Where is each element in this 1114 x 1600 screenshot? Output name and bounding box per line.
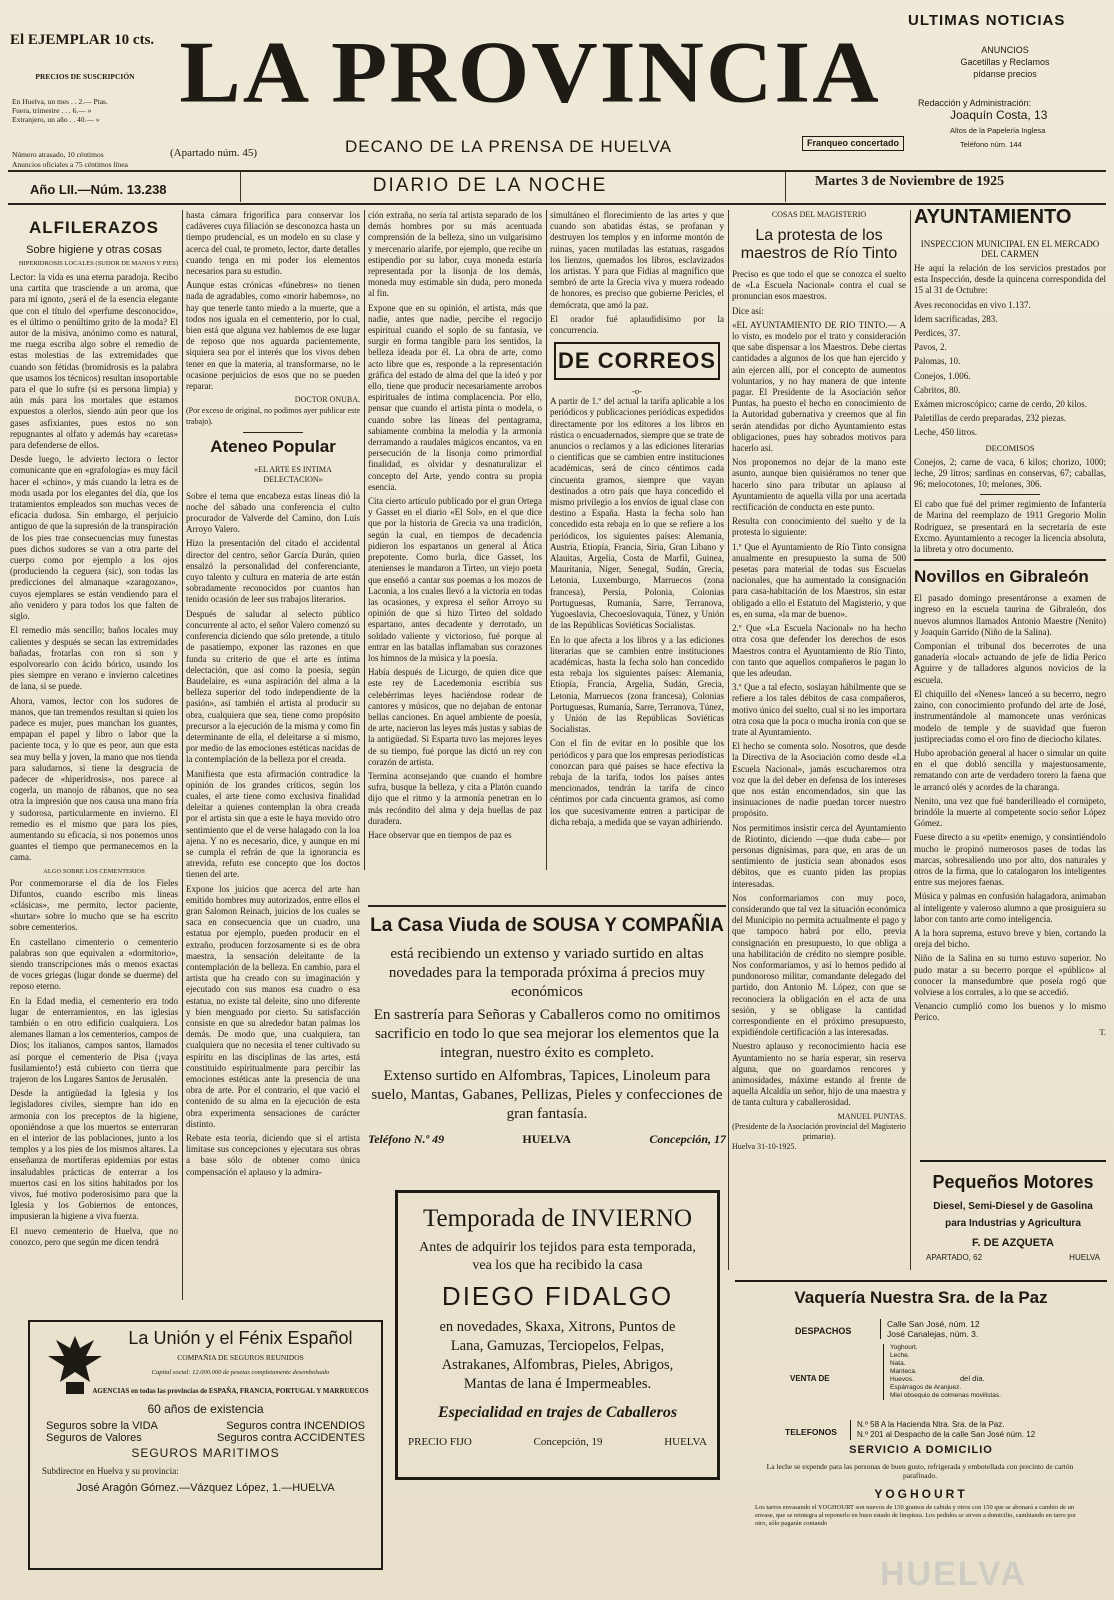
paragraph: Desde luego, le advierto lectora o lector comunicante que en «grafología» es muy fácil hacer el «chino», y más cuando la letra es de moda usada por los elegantes del día, que los tratamientos empleados son muchas veces de eficacia dudosa. Sin embargo, el perjuicio antiguo de que la supresión de la transpiración de los pies trae consecuencias muy funestas pues dichos sudores se van a otra parte del cuerpo como por ejemplo a los ojos (produciendo la ceguera (sic), son todas las predicciones del almanaque «zaragozano», cuyos ejemplares se están vendiendo para el año venidero y para todos los que falten de siglo.	[10, 454, 178, 622]
paragraph: El remedio más sencillo; baños locales muy calientes y después se secan las extremidades bañadas, frotarlas con ron si son y espolvorearlo con ácido bórico, usando los pies siempre en verano e invierno calcetines de lana, si se puede.	[10, 625, 178, 692]
newspaper-title: LA PROVINCIA	[179, 23, 881, 121]
anuncios-right	[905, 44, 1105, 80]
paragraph: Rebate esta teoría, diciendo que si el artista limitase sus concepciones y ejecutara sus obras a base sólo de obtener como única compensación el aplauso y la admira-	[186, 1133, 360, 1177]
venta-item: Huevos.	[890, 1376, 914, 1383]
union-row-item: Seguros contra ACCIDENTES	[217, 1432, 365, 1444]
franqueo-badge: Franqueo concertado	[802, 136, 904, 151]
anuncios-right-line: pídanse precios	[973, 69, 1037, 79]
paragraph: Había después de Licurgo, de quien dice que este rey de Lacedemonia escribía sus celebérrimas leyes haciéndose rodear de cantores y músicos, que no dejaban de entonar bellas canciones. En aquel ambiente de poesía, de arte, nacieron las leyes más justas y sabias de la antigüedad. Si Esparta tuvo las mejores leyes de su tiempo, fué porque las dictó un rey con corazón de artista.	[368, 667, 542, 767]
alfilerazos-title: ALFILERAZOS	[29, 218, 159, 237]
anuncios-right-line: Gacetillas y Reclamos	[960, 57, 1050, 67]
correos-heading-box	[554, 342, 720, 380]
sousa-line: Extenso surtido en Alfombras, Tapices, Linoleum para suelo, Mantas, Gabanes, Pellizas, Pieles y confecciones de gran fantasía.	[371, 1068, 723, 1122]
paragraph: Expone que en su opinión, el artista, más que nadie, antes que nadie, percibe el regocijo espiritual cuando el soplo de su fantasía, ve surgir en forma tangible para los sentidos, la belleza ideada por él. La obra de arte, como acto libre que es, responde a la representación gráfica del estado de alma del que la ideó y por ello, tiene que producir necesariamente arrobos espirituales de íntima complacencia. Por ello, pensar que cuando el artista pinta o modela, o cuando sobre las líneas del pentagrama, sabiamente combina la melodía y la armonía derramando a raudales mágicos encantos, va en persecución de la lisonja como primordial finalidad, es olvidar y desnaturalizar el concepto del Arte, yendo contra su propia esencia.	[368, 302, 542, 492]
masthead-divider	[785, 172, 786, 202]
paragraph: Ahora, vamos, lector con los sudores de manos, que tan tremendos resultan si quien los padece es mujer, pues manchan los guantes, empapan el papel y libro o labor que la paciente toca, y lo que es peor, aun que esta sea muy bella y joven, la mano que nos tienda para saludarnos, si tiene la desgracia de padecer de «hiperidrosis», nos parece al cogerla, un manojo de rábanos, que no sea otra la impresión que nos causa una mano fría y sudorosa, particularmente en invierno. El remedio es el mismo que para los pies, aumentando su eficacia, si nos ponemos unos guantes el tiempo que permanecemos en la cama.	[10, 695, 178, 863]
signature-role: (Presidente de la Asociación provincial del Magisterio primario).	[732, 1121, 906, 1141]
altos-papeleria: Altos de la Papelería Inglesa	[950, 126, 1046, 135]
paragraph: Fuese directo a su «petit» enemigo, y consintiéndolo mucho le propinó numerosos pases de todas las marcas, sobresaliendo uno por alto, dos naturales y otros de la firma, que lo catalogaron los inteligentes entre sus mejores faenas.	[914, 832, 1106, 888]
fidalgo-name: DIEGO FIDALGO	[441, 1281, 674, 1311]
despachos-list	[880, 1319, 980, 1339]
separator	[914, 559, 1106, 561]
motores-footer	[920, 1253, 1106, 1262]
despacho-item: José Canalejas, núm. 3.	[887, 1329, 979, 1339]
despachos-label: DESPACHOS	[795, 1326, 852, 1336]
telefono-redaccion: Teléfono núm. 144	[960, 140, 1022, 149]
paragraph: Hizo la presentación del citado el accidental director del centro, señor García Durán, quien ensalzó la personalidad del conferenciante, cuyo talento y cultura en materia de arte están sobradamente reconocidos por cuantos han tenido ocasión de leer sus trabajos literarios.	[186, 538, 360, 605]
paragraph: A la hora suprema, estuvo breve y bien, cortando la oreja del bicho.	[914, 927, 1106, 950]
signature: MANUEL PUNTAS.	[837, 1111, 906, 1121]
ultimas-noticias: ULTIMAS NOTICIAS	[908, 12, 1066, 29]
fidalgo-line: Lana, Gamuzas, Terciopelos, Felpas,	[450, 1338, 665, 1354]
inspection-item: Perdices, 37.	[914, 328, 961, 339]
paragraph: Hubo aprobación general al hacer o simular un quite en el que dobló sencilla y majestuosamente, rematando con arte de verdadero torero la faena que le arrancó olés y acordes de la charanga.	[914, 747, 1106, 792]
column-divider	[546, 210, 547, 870]
suscripcion-line: En Huelva, un mes . . 2.— Ptas.	[12, 97, 108, 106]
redaccion-address: Joaquín Costa, 13	[950, 108, 1048, 122]
venta-item: Leche.	[890, 1352, 910, 1359]
fidalgo-line: en novedades, Skaxa, Xitrons, Puntos de	[439, 1319, 676, 1335]
inspection-item: Paletillas de cerdo preparadas, 232 piezas.	[914, 413, 1067, 424]
ayuntamiento-title: AYUNTAMIENTO	[914, 206, 1072, 228]
inspection-item: Leche, 450 litros.	[914, 427, 977, 438]
novillos-title: Novillos en Gibraleón	[914, 567, 1089, 587]
paragraph: Nuestro aplauso y reconocimiento hacia ese Ayuntamiento no se haría esperar, sin reserva alguna, que no guardamos rencores y animosidades, máxime estando al frente de aquella Alcaldía un señor, hijo de una maestra y de tanta cultura y caballerosidad.	[732, 1041, 906, 1108]
sousa-line: En sastrería para Señoras y Caballeros como no omitimos sacrificio en todo lo que sea mejorar los elementos que la integran, nuestro éxito es completo.	[373, 1007, 721, 1061]
column-divider	[364, 210, 365, 870]
union-row	[46, 1420, 365, 1432]
paragraph: Sobre el tema que encabeza estas líneas dió la noche del sábado una conferencia el culto procurador de Valverde del Camino, don Luis Arroyo Valero.	[186, 490, 360, 535]
watermark: HUELVA	[880, 1555, 1027, 1593]
correos-title: DE CORREOS	[558, 348, 716, 374]
paragraph: Aunque estas crónicas «fúnebres» no tienen nada de agradables, como «morir habemos», no hay que tenerle tanto miedo a la muerte, que a todos nos iguala en el cementerio, por lo cual, bien está que alguna vez hablemos de ese lugar de reposo que nos aguarda pacientemente, siquiera sea por el interés que los vivos deben tener en que la materia, al transformarse, no le ocasione perjuicios de esos que no se pueden reparar.	[186, 280, 360, 392]
paragraph: A partir de 1.º del actual la tarifa aplicable a los periódicos y publicaciones periódicas expedidos directamente por los editores a los libros en rústica o encuadernados, siempre que se trate de anuncios o reclamos y a las ediciones literarias o científicas que se cambien entre instituciones académicas, será de cinco céntimos cada cincuenta gramos, siempre que vayan destinados a otro país que haya concedido el mismo privilegio a los envíos de igual clase con destino a España. Hasta la fecha solo han concedido esta rebaja en lo que se refiere a los periódicos, los siguientes países: Alemania, Austria, Etiopía, Francia, Siria, Gran Líbano y Alauitas, Argelia, Costa de Marfil, Guinea, Mauritania, Níger, Senegal, Sudán, Grecia, Letonia, Luxemburgo, Marruecos (zona francesa), Persia, Polonia, Colonias Portuguesas, Rumanía, Sarre, Terranova, Yugoeslavia, Checoeslovaquia, Túnez, y Unión de las Repúblicas Soviéticas Socialistas.	[550, 396, 724, 631]
sousa-city: HUELVA	[522, 1132, 572, 1146]
despacho-item: Calle San José, núm. 12	[887, 1319, 980, 1329]
alfilerazos-subtitle: Sobre higiene y otras cosas	[26, 244, 162, 256]
paragraph: El cabo que fué del primer regimiento de Infantería de Marina del reemplazo de 1911 Gregorio Molín Rodríguez, se presentará en la secretaría de este Excmo. Ayuntamiento a recoger la licencia absoluta, la libreta y otro documento.	[914, 499, 1106, 555]
union-subdirector: Subdirector en Huelva y su provincia:	[42, 1466, 179, 1476]
paragraph: Niño de la Salina en su turno estuvo superior. No pudo matar a su becerro porque el «público» al conocer la mansedumbre que poseía rogó que volviese a los corrales, a lo que se accedió.	[914, 953, 1106, 997]
correos-sep: -o-	[632, 386, 642, 397]
paragraph: Por conmemorarse el día de los Fieles Difuntos, cuando escribo mis líneas «clásicas», me permito, lector paciente, «hurtar» sobre lo mucho que se ha escrito sobre cementerios.	[10, 877, 178, 933]
union-row-item: Seguros de Valores	[46, 1432, 142, 1444]
paragraph: Cita cierto artículo publicado por el gran Ortega y Gasset en el diario «El Sol», en el que dice que por la historia de Grecia va una tradición, según la cual, en tiempos de decadencia pidieron los espartanos un general al Ática prepotente. Como burla, dice Gasset, los atenienses le mandaron a Tirteo, un viejo poeta que enseñó a cantar sus poemas a los mozos de Laconia, a los cuales llevó a la victoria en todas las ocasiones, y expresa el señor Arroyo su opinión de que si hizo Tirteo del soldado espartano, antes decadente y derrotado, un soldado valiente y victorioso, fué porque al entrar en las batallas inflamaban sus corazones los himnos de la música y la poesía.	[368, 496, 542, 663]
paragraph: El pasado domingo presentáronse a examen de ingreso en la escuela taurina de Gibraleón, dos nuevos alumnos llamados Antonio Maestre (Nenito) y Joaquín Garrido (Niño de la Salina).	[914, 593, 1106, 637]
suscripcion-list	[12, 97, 160, 124]
paragraph: He aquí la relación de los servicios prestados por esta Inspección, desde la quincena correspondida del 15 al 31 de Octubre:	[914, 263, 1106, 296]
ateneo-kicker: «EL ARTE ES INTIMA DELECTACION»	[254, 464, 332, 484]
paragraph: En lo que afecta a los libros y a las ediciones literarias que se cambien entre instituciones académicas, hasta la fecha solo han concedido esta rebaja los siguientes países: Alemania, Etiopía, Francia, Argelia, Sudán, Grecia, Letonia, Marruecos (zona francesa), Colonias Portuguesas, Rumanía, Sarre, Terranova, Túnez, y Unión de las Repúblicas Soviéticas Socialistas.	[550, 634, 724, 735]
fidalgo-intro: Antes de adquirir los tejidos para esta temporada, vea los que ha recibido la casa	[419, 1240, 696, 1273]
union-years: 60 años de existencia	[147, 1402, 264, 1416]
ad-rule	[368, 905, 726, 907]
venta-label: VENTA DE	[790, 1374, 830, 1383]
fidalgo-line: Mantas de lana é Impermeables.	[463, 1376, 652, 1392]
venta-item: Miel obsequio de colmenas movilistas.	[890, 1392, 1001, 1399]
union-title: La Unión y el Fénix Español	[128, 1328, 353, 1348]
editor-note: (Por exceso de original, no podimos ayer publicar este trabajo).	[186, 406, 360, 427]
inspection-item: Pavos, 2.	[914, 342, 947, 353]
paragraph: Manifiesta que esta afirmación contradice la opinión de los grandes críticos, según los cuales, el arte tiene como exclusiva finalidad deleitar a quienes contemplan la obra creada por el artista sin que a este le haya movido otro sentimiento que el de verse halagado con la loa ajena. Y no es necesario, dice, y aunque en mí se cumpla el refrán de que la ignorancia es atrevida, refuto ese concepto que los doctos tienen del arte.	[186, 768, 360, 880]
telefono-item: N.º 201 al Despacho de la calle San José núm. 12	[857, 1430, 1036, 1439]
ad-fidalgo	[395, 1190, 720, 1480]
column-3	[368, 210, 542, 870]
inspection-item: Idem sacrificadas, 283.	[914, 313, 998, 324]
paragraph: 2.º Que «La Escuela Nacional» no ha hecho otra cosa que defender los derechos de esos Maestros contra el Ayuntamiento de Río Tinto, con tanto que aquellos compañeros le pagan lo que les adeudan.	[732, 623, 906, 678]
fidalgo-line: Astrakanes, Alfombras, Pieles, Abrigos,	[441, 1357, 674, 1373]
union-agencias: AGENCIAS en todas las provincias de ESPAÑA, FRANCIA, PORTUGAL Y MARRUECOS	[92, 1387, 369, 1395]
union-footer: José Aragón Gómez.—Vázquez López, 1.—HUELVA	[76, 1482, 335, 1494]
venta-item: Nata.	[890, 1360, 906, 1367]
ateneo-title: Ateneo Popular	[210, 436, 336, 456]
signature: T.	[1099, 1026, 1106, 1037]
paragraph: Termina aconsejando que cuando el hombre sufra, busque la belleza, y cita a Platón cuando dijo que el ritmo y la armonía penetran en lo más recóndito del alma y deja huellas de paz duradera.	[368, 770, 542, 826]
venta-item: Manteca.	[890, 1368, 917, 1375]
paragraph: Nenito, una vez que fué banderilleado el cornúpeto, brindóle la muerte al competente socio señor López Gómez.	[914, 795, 1106, 829]
telefonos-label: TELEFONOS	[785, 1427, 837, 1437]
ejemplar-price: El EJEMPLAR 10 cts.	[10, 32, 155, 48]
paragraph: En la Edad media, el cementerio era todo lugar de enterramientos, en las iglesias también o en otro edificio cualquiera. Los alemanes llaman a los cementerios, campos de Dios; los italianos, campos santos, llamados así porque el cementerio de Pisa (¡vaya fusilamiento!) está cubierto con tierra que trajeron de los Lugares Santos de Jerusalén.	[10, 995, 178, 1085]
leche-note: La leche se expende para las personas de buen gusto, refrigerada y embotellada con precinto de cartón parafinado.	[766, 1462, 1074, 1480]
paragraph: Conejos, 2; carne de vaca, 6 kilos; chorizo, 1000; leche, 29 litros; sardinas en conservas, 67; caballas, 96; melocotones, 10; melones, 306.	[914, 456, 1106, 490]
inspection-item: Exámen microscópico; carne de cerdo, 20 kilos.	[914, 399, 1087, 410]
paragraph: 1.º Que el Ayuntamiento de Río Tinto consigna anualmente en presupuesto la suma de 500 pesetas para material de todas sus Escuelas nacionales, que ha aumentado la consignación para casa-habitación de los Maestros, sin estar obligado a ello el Estatuto del Magisterio, y que es, en suma, «la mar de bueno».	[732, 541, 906, 619]
sousa-line: está recibiendo un extenso y variado surtido en altas novedades para la temporada próxima á precios muy económicos	[388, 946, 706, 1000]
sousa-address: Concepción, 17	[649, 1132, 726, 1146]
fidalgo-special: Especialidad en trajes de Caballeros	[437, 1404, 678, 1421]
fidalgo-address: Concepción, 19	[533, 1436, 603, 1448]
venta-suffix: del día.	[960, 1374, 985, 1383]
paragraph: En castellano cimenterio o cementerio palabras son que equivalen a «dormitorio», siendo transcripciones más o menos exactas de voces griegas (lugar donde se duerme) del reposo eterno.	[10, 936, 178, 992]
column-4	[550, 210, 724, 870]
numero-atrasado: Número atrasado, 10 céntimos	[12, 150, 104, 159]
masthead-rule-top	[8, 170, 1106, 172]
suscripcion-line: Fuera, trimestre . . . 6.— »	[12, 106, 92, 115]
venta-item: Espárragos de Aranjuez.	[890, 1384, 962, 1391]
inspection-item: Aves reconocidas en vivo 1.137.	[914, 299, 1031, 310]
motores-line: Diesel, Semi-Diesel y de Gasolina	[933, 1201, 1093, 1212]
dateline: Huelva 31-10-1925.	[732, 1141, 797, 1151]
paragraph: Expone los juicios que acerca del arte han emitido hombres muy autorizados, entre ellos el gran Salomon Reinach, juicios de los cuales se saca en consecuencia que un cuadro, una estatua por ejemplo, pueden producir en el extraño, producen forzosamente si es de obra maestra, la sensación deleitante de la contemplación de la belleza. En cambio, para el artista que ha creado con su imaginación y ejecutado con sus manos esa cuadro o esa estatua, no existe tal deleite, sino uno diferente y bien menguado por cierto. Su satisfacción consiste en que su alrededor batan palmas los demás. De modo que, una cualquiera, tan cualquiera que no necesita el tener cultivado su espíritu en las disciplinas de las artes, está constituido espiritualmente para percibir las emociones estéticas ante la presencia de una obra de arte. Por el contrario, el que vació el contenido de su alma en la ejecución de esta obra experimenta sensaciones de carácter distinto.	[186, 883, 360, 1129]
fidalgo-city: HUELVA	[664, 1436, 707, 1448]
paragraph: simultáneo el florecimiento de las artes y que cuando son abatidas éstas, se profanan y destruyen los templos y en informe montón de ruinas, yacen mutiladas las estatuas, rasgados los lienzos, quemados los libros, esclavizados los artistas. Y para que Fidias al magnífico que sembró de arte la Grecia viva y muera rodeado de honores, es preciso que gobierne Pericles, el demócrata, que amó la paz.	[550, 210, 724, 310]
phoenix-logo-icon	[44, 1330, 106, 1400]
paragraph: Venancio cumplió como los buenos y lo mismo Perico.	[914, 1001, 1106, 1023]
decano-tagline: DECANO DE LA PRENSA DE HUELVA	[345, 137, 672, 156]
magisterio-kicker: COSAS DEL MAGISTERIO	[771, 210, 867, 219]
ad-union-fenix	[28, 1320, 383, 1570]
union-maritimos: SEGUROS MARITIMOS	[131, 1446, 280, 1460]
motores-line: para Industrias y Agricultura	[945, 1218, 1081, 1229]
decomisos-title: DECOMISOS	[985, 442, 1035, 453]
paragraph: «EL AYUNTAMIENTO DE RIO TINTO.— A lo visto, es modelo por el trato y consideración que sabe dispensar a los Maestros. Debe ciertas cantidades a algunos de los que han ejercido y aún ejercen allí, por el concepto de aumentos voluntarios, y no hay manera de que intente pagar. El Presidente de la Asociación señor Puntas, ha puesto el hecho en conocimiento de la Autoridad gubernativa y creemos que al fin serán atendidas por dicho Ayuntamiento estas obligaciones, pues hay sobrados motivos para hacerlo así.	[732, 319, 906, 454]
motores-name: F. DE AZQUETA	[972, 1237, 1054, 1249]
redaccion-label: Redacción y Administración:	[918, 98, 1032, 108]
suscripcion-line: Extranjero, un año . . 40.— »	[12, 115, 100, 124]
paragraph: Después de saludar al selecto público concurrente al acto, el señor Valero comenzó su conferencia diciendo que sólo pretende, a título de pasatiempo, exponer las razones en que funda su criterio de que el arte es íntima delectación, que así como la poesía, según Baudelaire, es «una aspiración del alma a la belleza superior del todo independiente de la pasión», así también el artista al producir su obra, cualquiera que sea, tiene como propósito precursor a la ejecución de la misma y como fin determinante de ella, el deleitarse a sí mismo, por medio de las emociones estéticas nacidas de la contemplación de la belleza por el creada.	[186, 608, 360, 765]
ad-sousa	[368, 905, 726, 1180]
paragraph: Con el fin de evitar en lo posible que los periódicos y para que los empresas periodísticas conozcan para qué países se hace efectiva la rebaja de la tarifa, todos los países antes mencionados, tendrán la tarifa de cinco céntimos por cada cincuenta gramos, así como los que sucesivamente entren a participar de dicha rebaja, a medida que se vayan adhiriendo.	[550, 738, 724, 827]
apartado: (Apartado núm. 45)	[170, 147, 258, 159]
issue-date: Martes 3 de Noviembre de 1925	[815, 174, 1005, 189]
motores-title: Pequeños Motores	[932, 1172, 1094, 1192]
diario-de-la-noche: DIARIO DE LA NOCHE	[372, 175, 608, 196]
paragraph: Componían el tribunal dos becerrotes de una ganadería «local» actuando de jefe de lidia Perico Aguirre y de talladores algunos novicios de la escuela.	[914, 641, 1106, 685]
paragraph: Nos permitimos insistir cerca del Ayuntamiento de Riotinto, diciendo —que duda cabe— por personas dignísimas, para que, en aras de un sentimiento de justicia sean abonados esos débitos, que es cuanto piden las propias interesadas.	[732, 822, 906, 889]
issue-number: Año LII.—Núm. 13.238	[30, 182, 167, 197]
paragraph: Música y palmas en confusión halagadora, animaban al inteligente y valeroso alumno a que prosiguiera su labor con tanto arte como inteligencia.	[914, 891, 1106, 924]
yoghourt-title: YOGHOURT	[874, 1487, 968, 1501]
yoghourt-note: Los tarros envasando el YOGHOURT son nuevos de 150 gramos de cabida y otros con 150 que se abonará a cambio de un envase, que se reintegra al reponerlo en buen estado de limpieza. Los pedidos se sirven a domicilio, cambiando en tarro por otro, sólo pagarán contando	[755, 1504, 1077, 1527]
suscripcion-title: PRECIOS DE SUSCRIPCIÓN	[35, 72, 135, 81]
ad-motores	[920, 1160, 1106, 1277]
telefono-item: N.º 58 A la Hacienda Ntra. Sra. de la Paz.	[857, 1420, 1005, 1429]
paragraph: El nuevo cementerio de Huelva, que no conozco, pero que según me dicen tendrá	[10, 1225, 178, 1247]
vaqueria-title: Vaquería Nuestra Sra. de la Paz	[794, 1288, 1048, 1307]
column-2	[186, 210, 360, 1300]
column-divider	[182, 210, 183, 1300]
union-capital: Capital social: 12.000.000 de pesetas completamente desembolsado	[151, 1369, 330, 1376]
article-alfilerazos	[10, 210, 178, 1300]
alfilerazos-subkicker: ALGO SOBRE LOS CEMENTERIOS	[43, 867, 145, 875]
venta-list	[883, 1344, 1001, 1400]
signature: DOCTOR ONUBA.	[294, 395, 360, 405]
union-row	[46, 1432, 365, 1444]
union-row-item: Seguros sobre la VIDA	[46, 1420, 158, 1432]
motores-city: HUELVA	[1069, 1253, 1100, 1262]
union-row-item: Seguros contra INCENDIOS	[226, 1420, 365, 1432]
fidalgo-footer	[408, 1436, 707, 1448]
ad-vaqueria	[735, 1280, 1107, 1582]
paragraph: Desde la antigüedad la Iglesia y los legisladores civiles, siempre han ido en armonía con los preceptos de la higiene, oponiéndose a que los muertos se enterraran en el interior de las poblaciones, junto a los templos y a los pies de los mismos altares. La enseñanza de mortíferas epidemias por estas insaludables prácticas de enterrar a los muertos casi en los sitios habitados por los vivos, fué motivo poderosísimo para que la Iglesia y los Gobiernos de entonces, impusieran la higiene a viva fuerza.	[10, 1088, 178, 1222]
ayuntamiento-subtitle: INSPECCION MUNICIPAL EN EL MERCADO DEL CARMEN	[920, 239, 1100, 259]
paragraph: hasta cámara frigorífica para conservar los cadáveres cuya filiación se desconozca hasta un tiempo prudencial, es un modelo en su clase y acerca del cual, te prometo, lector, darte detalles cuando tenga en mi poder los elementos necesarios para su estudio.	[186, 210, 360, 277]
separator	[980, 494, 1040, 495]
alfilerazos-kicker: HIPERIDROSIS LOCALES (SUDOR DE MANOS Y PIES)	[18, 260, 178, 267]
fidalgo-title: Temporada de INVIERNO	[423, 1205, 692, 1232]
paragraph: El hecho se comenta solo. Nosotros, que desde la Directiva de la Asociación como desde «La Escuela Nacional», jamás escucharemos otra voz que la del deber en defensa de los intereses que nos están encomendados, sin que las insinuaciones de nadie puedan torcer nuestro propósito.	[732, 741, 906, 819]
magisterio-title: La protesta de los maestros de Río Tinto	[740, 227, 898, 262]
column-divider	[728, 210, 729, 1270]
paragraph: Resulta con conocimiento del suelto y de la protesta lo siguiente:	[732, 516, 906, 538]
inspection-item: Palomas, 10.	[914, 356, 961, 367]
column-divider	[910, 210, 911, 1270]
anuncios-oficiales: Anuncios oficiales a 75 céntimos línea	[12, 160, 129, 169]
sousa-footer	[368, 1132, 726, 1147]
sousa-phone: Teléfono N.º 49	[368, 1132, 445, 1146]
paragraph: El chiquillo del «Nenes» lanceó a su becerro, negro zaino, con conocimiento profundo del arte de José, instrumentándole al mamoncete unas verónicas modelo de temple y de suavidad que fueron justipreciadas como el oro fino de dieciocho kilates.	[914, 688, 1106, 744]
paragraph: Nos proponemos no dejar de la mano este asunto, aunque bien quisiéramos no tener que hacerlo sino para tributar un aplauso al Ayuntamiento de aquella villa por una acertada rectificación de conducta en este punto.	[732, 457, 906, 513]
column-5	[732, 210, 906, 1270]
paragraph: ción extraña, no sería tal artista separado de los demás hombres por su más acentuada comprensión de la belleza, sino un vulgarísimo y mercenario alarife, por ejemplo, que recibe un estipendio por su labor, cuya moneda estaría representada por la lisonja de los demás, moneda muy estimable sin duda, pero moneda al fin.	[368, 210, 542, 299]
sousa-title: La Casa Viuda de SOUSA Y COMPAÑIA	[370, 915, 724, 936]
inspection-item: Cabritos, 80.	[914, 384, 961, 395]
paragraph: Preciso es que todo el que se conozca el suelto de «La Escuela Nacional» contra el cual se pronuncian esos maestros.	[732, 269, 906, 302]
servicio-domicilio: SERVICIO A DOMICILIO	[849, 1444, 993, 1456]
anuncios-right-line: ANUNCIOS	[981, 45, 1029, 55]
venta-item: Yoghourt.	[890, 1344, 918, 1351]
union-subtitle: COMPAÑIA DE SEGUROS REUNIDOS	[177, 1353, 304, 1362]
paragraph: Hace observar que en tiempos de paz es	[368, 829, 512, 840]
fidalgo-precio: PRECIO FIJO	[408, 1436, 472, 1448]
column-6	[914, 200, 1106, 1270]
paragraph: Lector: la vida es una eterna paradoja. Recibo una cartita que trasciende a un aroma, que para mí ignoto, ¿será el de la esencia elegante que con el título del «perfume desconocido», es el último o penúltimo grito de la moda? El autor de la misiva, anónimo como es natural, me ruega escriba algo sobre el remedio de estas molestias de las extremidades que cuando son fétidas (bromidrosis es la palabra que usamos los técnicos) resultan insoportable para el que lo sufre (si es persona limpia) y aún más para los mortales que estamos expuestos a olerlos, siendo aún peor que los gases asfixiantes, pues estos no son repugnantes al olfato y además hay «caretas» para defenderse de ellos.	[10, 272, 178, 451]
motores-apartado: APARTADO, 62	[926, 1253, 983, 1262]
masthead-divider	[240, 172, 241, 202]
paragraph: 3.º Que a tal efecto, soslayan hábilmente que se refiere a los tales débitos de casa compañeros, motivo único del suelto, cual si no les importara otra cosa que la poca o mucha ironía con que se trate al Ayuntamiento.	[732, 682, 906, 737]
telefonos-list	[850, 1420, 1035, 1440]
inspection-item: Conejos, 1.006.	[914, 370, 971, 381]
separator	[243, 432, 303, 433]
paragraph: Dice así:	[732, 305, 764, 316]
paragraph: El orador fué aplaudidísimo por la concurrencia.	[550, 313, 724, 336]
paragraph: Nos conformaríamos con muy poco, considerando que tal vez la situación económica del Municipio no permita actualmente el pago y que tampoco habrá por ello, previa consignación en presupuesto, lo que obliga a una habilitación de crédito no siempre posible. Nos conformaríamos, y así lo hemos pedido al pundonoroso militar, comandante delegado del partido, don Antonio M. López, con que se reconociera la obligación en el acta de una sesión, y se obligase la cantidad correspondiente en el próximo presupuesto, expidiéndole certificación a las interesadas.	[732, 892, 906, 1038]
